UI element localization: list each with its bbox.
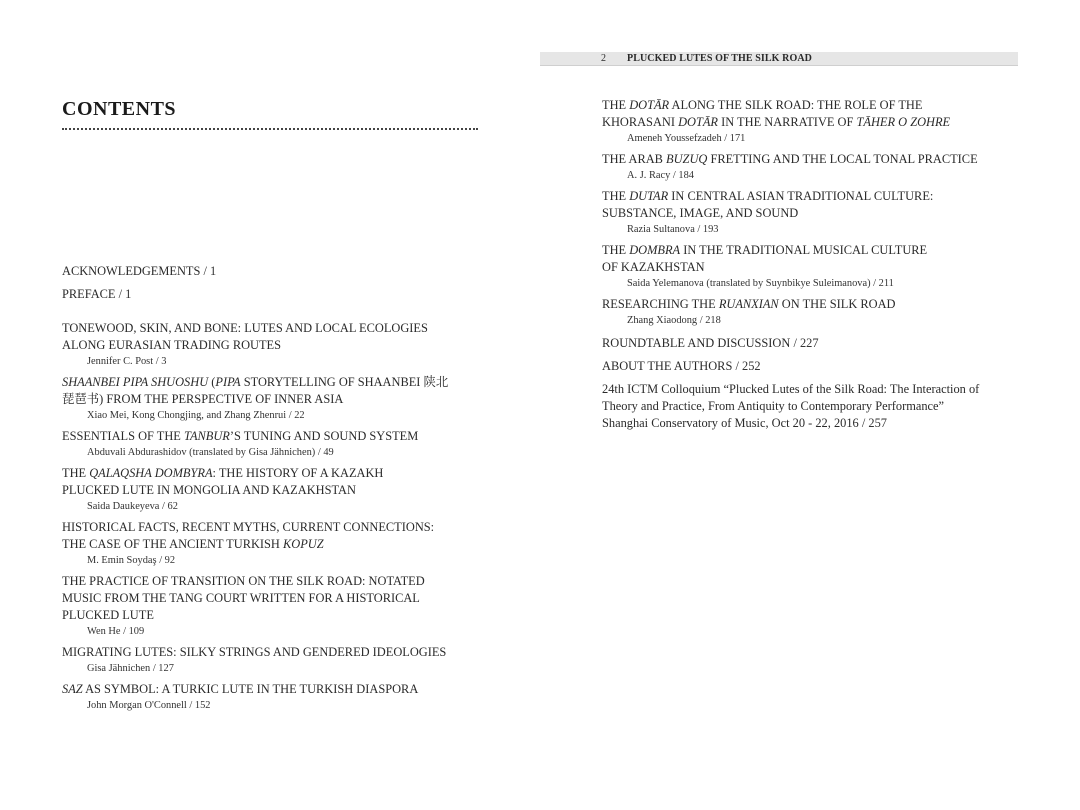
entry-page: / 257 xyxy=(861,416,887,430)
toc-list-left xyxy=(62,263,512,714)
toc-entry[interactable] xyxy=(602,381,1072,432)
toc-entry[interactable] xyxy=(62,374,512,424)
toc-entry[interactable] xyxy=(62,286,512,303)
toc-entry[interactable] xyxy=(602,97,1072,147)
toc-entry[interactable] xyxy=(62,320,512,370)
dotted-divider xyxy=(62,128,478,130)
entry-page: / 1 xyxy=(118,287,132,301)
entry-title: MIGRATING LUTES: SILKY STRINGS AND GENDERED IDEOLOGIES xyxy=(62,645,447,659)
entry-author: Saida Yelemanova (translated by Suynbikye Suleimanova) / 211 xyxy=(627,278,894,289)
toc-entry[interactable] xyxy=(62,465,512,515)
entry-author: Jennifer C. Post / 3 xyxy=(87,356,167,367)
entry-author: Ameneh Youssefzadeh / 171 xyxy=(627,133,746,144)
entry-title: THE QALAQSHA DOMBYRA: THE HISTORY OF A KAZAKH PLUCKED LUTE IN MONGOLIA AND KAZAKHSTAN xyxy=(62,466,384,497)
entry-author: John Morgan O'Connell / 152 xyxy=(87,700,211,711)
toc-entry[interactable] xyxy=(602,242,1072,292)
entry-title: RESEARCHING THE RUANXIAN ON THE SILK ROAD xyxy=(602,297,896,311)
toc-list-right xyxy=(602,97,1072,432)
entry-author: Razia Sultanova / 193 xyxy=(627,224,719,235)
toc-entry[interactable] xyxy=(62,644,512,677)
contents-heading: CONTENTS xyxy=(62,98,177,120)
running-title: PLUCKED LUTES OF THE SILK ROAD xyxy=(627,53,812,64)
entry-title: SHAANBEI PIPA SHUOSHU (PIPA STORYTELLING OF SHAANBEI 陕北 琵琶书) FROM THE PERSPECTIVE OF INNER ASIA xyxy=(62,375,449,406)
entry-title: ABOUT THE AUTHORS xyxy=(602,359,733,373)
toc-entry[interactable] xyxy=(62,519,512,569)
entry-author: Gisa Jähnichen / 127 xyxy=(87,663,174,674)
entry-title: ACKNOWLEDGEMENTS xyxy=(62,264,201,278)
entry-title: THE DUTAR IN CENTRAL ASIAN TRADITIONAL CULTURE: SUBSTANCE, IMAGE, AND SOUND xyxy=(602,189,934,220)
entry-title: THE DOMBRA IN THE TRADITIONAL MUSICAL CULTURE OF KAZAKHSTAN xyxy=(602,243,928,274)
entry-author: Zhang Xiaodong / 218 xyxy=(627,315,721,326)
toc-entry[interactable] xyxy=(602,151,1072,184)
entry-title: HISTORICAL FACTS, RECENT MYTHS, CURRENT CONNECTIONS: THE CASE OF THE ANCIENT TURKISH KOPUZ xyxy=(62,520,435,551)
toc-entry[interactable] xyxy=(62,263,512,280)
entry-author: Wen He / 109 xyxy=(87,626,145,637)
entry-title: PREFACE xyxy=(62,287,116,301)
toc-entry[interactable] xyxy=(602,335,1072,352)
page-number: 2 xyxy=(601,53,607,64)
entry-title: 24th ICTM Colloquium “Plucked Lutes of the Silk Road: The Interaction of Theory and Practice, From Antiquity to Contemporary Performance” Shanghai Conservatory of Music, Oct 20 - 22, 2016 xyxy=(602,382,980,430)
entry-page: / 1 xyxy=(203,264,217,278)
entry-title: THE ARAB BUZUQ FRETTING AND THE LOCAL TONAL PRACTICE xyxy=(602,152,978,166)
right-page xyxy=(540,0,1080,810)
entry-author: A. J. Racy / 184 xyxy=(627,170,694,181)
running-header xyxy=(540,52,1018,66)
toc-entry[interactable] xyxy=(62,681,512,714)
entry-author: Abduvali Abdurashidov (translated by Gisa Jähnichen) / 49 xyxy=(87,447,334,458)
entry-author: M. Emin Soydaş / 92 xyxy=(87,555,176,566)
toc-entry[interactable] xyxy=(62,428,512,461)
toc-entry[interactable] xyxy=(602,358,1072,375)
toc-entry[interactable] xyxy=(602,188,1072,238)
entry-author: Xiao Mei, Kong Chongjing, and Zhang Zhenrui / 22 xyxy=(87,410,305,421)
toc-entry[interactable] xyxy=(62,573,512,640)
entry-page: / 252 xyxy=(735,359,761,373)
entry-title: ESSENTIALS OF THE TANBUR’S TUNING AND SOUND SYSTEM xyxy=(62,429,419,443)
entry-title: THE PRACTICE OF TRANSITION ON THE SILK ROAD: NOTATED MUSIC FROM THE TANG COURT WRITTEN FOR A HISTORICAL PLUCKED LUTE xyxy=(62,574,425,622)
entry-page: / 227 xyxy=(793,336,819,350)
entry-title: THE DOTĀR ALONG THE SILK ROAD: THE ROLE OF THE KHORASANI DOTĀR IN THE NARRATIVE OF TĀHER O ZOHRE xyxy=(602,98,951,129)
toc-entry[interactable] xyxy=(602,296,1072,329)
entry-title: TONEWOOD, SKIN, AND BONE: LUTES AND LOCAL ECOLOGIES ALONG EURASIAN TRADING ROUTES xyxy=(62,321,428,352)
entry-author: Saida Daukeyeva / 62 xyxy=(87,501,178,512)
entry-title: ROUNDTABLE AND DISCUSSION xyxy=(602,336,791,350)
entry-title: SAZ AS SYMBOL: A TURKIC LUTE IN THE TURKISH DIASPORA xyxy=(62,682,419,696)
